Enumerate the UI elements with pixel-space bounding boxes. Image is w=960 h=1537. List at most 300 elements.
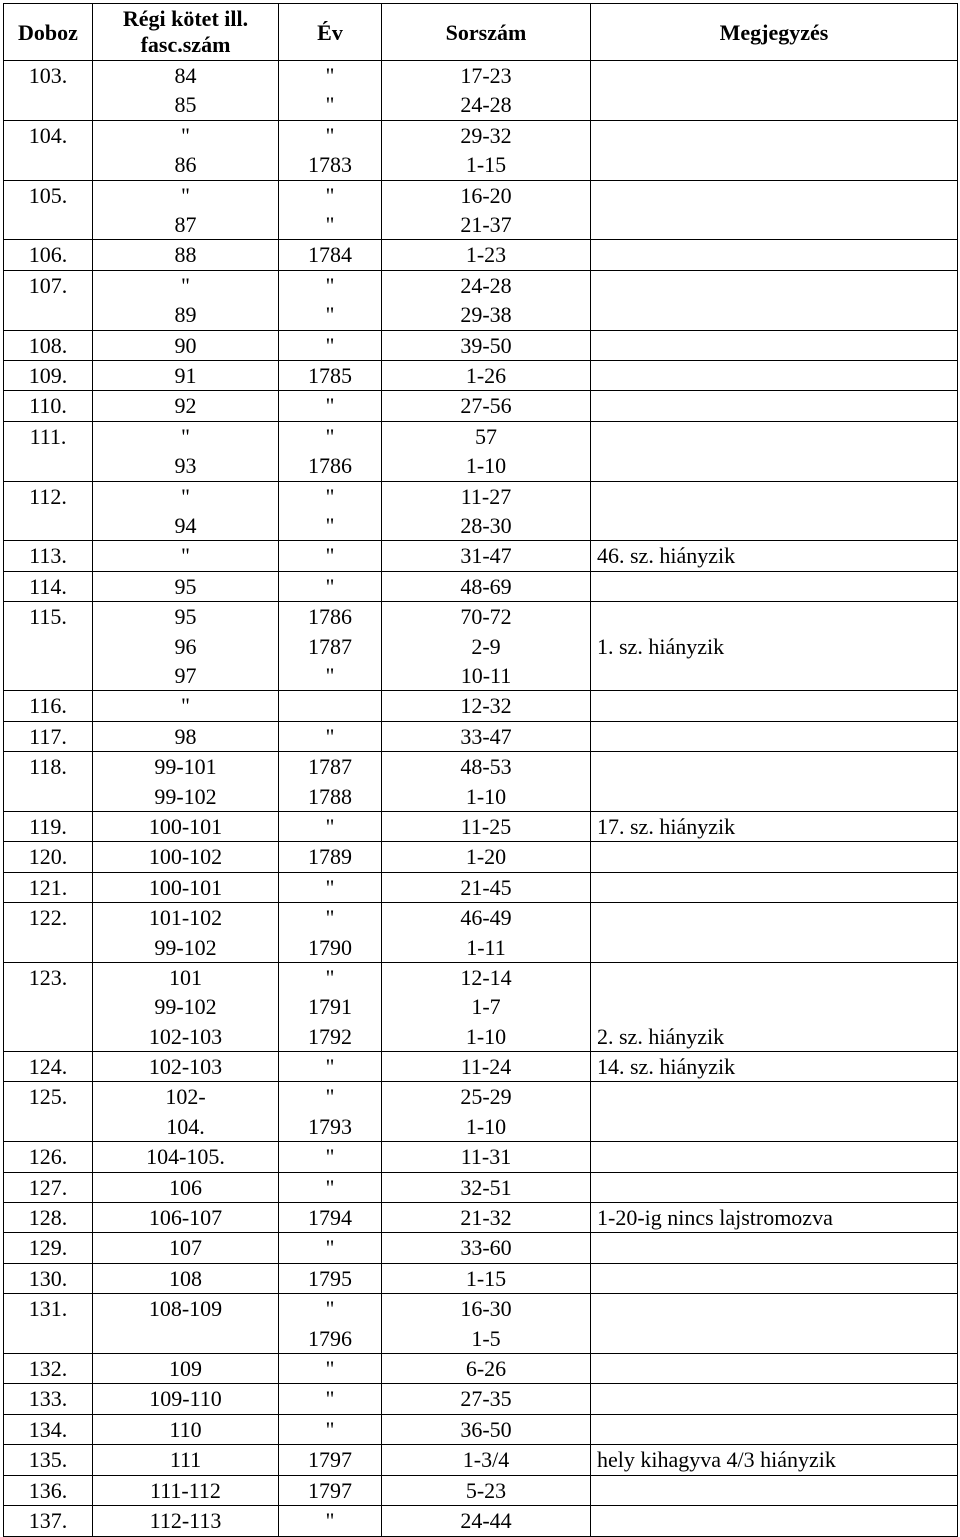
cell-line: 6-26 [465,1356,507,1382]
cell-regi [93,541,279,571]
cell-megjegyzes [591,270,958,330]
cell-regi [93,1354,279,1384]
cell-line: 21-32 [460,1205,512,1231]
cell-line: 100-102 [148,844,223,870]
cell-doboz: 137. [4,1506,93,1536]
table-row [4,872,958,902]
cell-regi [93,752,279,812]
cell-line: 5-23 [465,1477,507,1503]
cell-line: " [325,1386,335,1412]
cell-line: 1795 [308,1265,352,1291]
cell-line: " [325,1054,335,1080]
cell-line: 1-3/4 [462,1447,510,1473]
cell-ev [279,330,382,360]
cell-line: 1796 [308,1325,352,1351]
cell-line: 1791 [308,994,352,1020]
cell-doboz: 109. [4,360,93,390]
cell-ev [279,752,382,812]
cell-ev [279,1294,382,1354]
cell-doboz: 119. [4,811,93,841]
cell-ev [279,1384,382,1414]
cell-regi [93,270,279,330]
cell-ev [279,1203,382,1233]
cell-megjegyzes [591,1384,958,1414]
cell-line: 33-47 [460,723,512,749]
cell-line: 109 [169,1356,202,1382]
cell-line: 104-105. [146,1144,225,1170]
archive-inventory-table [3,3,958,1537]
cell-sorszam [382,1384,591,1414]
cell-line: 1-20 [465,844,507,870]
cell-line: 1789 [308,844,352,870]
cell-line: " [325,1235,335,1261]
cell-megjegyzes [591,421,958,481]
cell-line: 96 [174,633,197,659]
cell-line: 88 [174,242,197,268]
cell-line [93,1324,278,1353]
cell-line: " [325,573,335,599]
cell-regi [93,481,279,541]
table-row [4,571,958,601]
cell-sorszam [382,120,591,180]
cell-ev [279,1082,382,1142]
cell-line: 10-11 [460,662,512,688]
cell-line: 29-32 [460,122,512,148]
cell-regi [93,360,279,390]
cell-line: 11-31 [460,1144,512,1170]
cell-line: 1-26 [465,362,507,388]
table-row [4,1263,958,1293]
cell-ev [279,1052,382,1082]
cell-regi [93,240,279,270]
cell-ev [279,180,382,240]
cell-line: 1790 [308,934,352,960]
cell-doboz: 120. [4,842,93,872]
cell-megjegyzes: 1-20-ig nincs lajstromozva [591,1203,958,1233]
header-ev: Év [279,4,382,61]
cell-regi [93,1445,279,1475]
cell-line: 102-103 [148,1054,223,1080]
cell-line: 101 [169,964,202,990]
header-megjegyzes: Megjegyzés [591,4,958,61]
cell-sorszam [382,752,591,812]
cell-line: " [325,1174,335,1200]
cell-megjegyzes: 14. sz. hiányzik [591,1052,958,1082]
cell-ev [279,270,382,330]
cell-sorszam [382,1052,591,1082]
cell-doboz: 135. [4,1445,93,1475]
cell-line: " [325,182,335,208]
table-row [4,391,958,421]
cell-regi [93,1475,279,1505]
cell-line: " [325,122,335,148]
cell-regi [93,1294,279,1354]
cell-sorszam [382,61,591,121]
table-row [4,962,958,1051]
cell-megjegyzes [591,1354,958,1384]
cell-line: 2-9 [471,633,501,659]
cell-sorszam [382,1445,591,1475]
cell-line: " [325,423,335,449]
cell-regi [93,1142,279,1172]
cell-doboz: 133. [4,1384,93,1414]
cell-megjegyzes [591,691,958,721]
cell-ev [279,1233,382,1263]
cell-line: 21-37 [460,211,512,237]
cell-line: " [325,1416,335,1442]
table-row [4,481,958,541]
table-row [4,421,958,481]
cell-doboz: 112. [4,481,93,541]
cell-line: 24-44 [460,1508,512,1534]
cell-line: 1793 [308,1113,352,1139]
cell-line: 95 [174,573,197,599]
cell-line: 28-30 [460,512,512,538]
table-row [4,330,958,360]
cell-ev [279,1475,382,1505]
cell-line: 87 [174,211,197,237]
cell-line: " [181,543,190,569]
cell-megjegyzes [591,842,958,872]
cell-line: 85 [174,92,197,118]
cell-doboz: 124. [4,1052,93,1082]
table-row [4,61,958,121]
table-row [4,1233,958,1263]
cell-line: " [325,813,335,839]
cell-line: 27-56 [460,393,512,419]
cell-doboz: 114. [4,571,93,601]
cell-line: 97 [174,662,197,688]
cell-doboz: 113. [4,541,93,571]
cell-megjegyzes [591,1475,958,1505]
cell-ev [279,1414,382,1444]
cell-ev [279,1354,382,1384]
cell-line: " [325,723,335,749]
cell-doboz: 107. [4,270,93,330]
cell-ev [279,721,382,751]
cell-line: 1-10 [465,453,507,479]
cell-doboz: 104. [4,120,93,180]
cell-line: 17-23 [460,63,512,88]
cell-sorszam [382,842,591,872]
cell-megjegyzes [591,330,958,360]
cell-sorszam [382,180,591,240]
cell-line: 24-28 [460,272,512,298]
cell-line: 1785 [308,362,352,388]
cell-line: " [325,1296,335,1322]
cell-ev [279,1263,382,1293]
cell-line: 84 [174,63,197,88]
cell-doboz: 117. [4,721,93,751]
cell-sorszam [382,691,591,721]
cell-doboz: 125. [4,1082,93,1142]
cell-megjegyzes [591,1294,958,1354]
cell-line: " [325,905,335,931]
cell-line: " [325,1084,335,1110]
cell-line: 92 [174,393,197,419]
cell-ev [279,1445,382,1475]
cell-doboz: 132. [4,1354,93,1384]
cell-regi [93,721,279,751]
cell-megjegyzes [591,1172,958,1202]
cell-line: 107 [169,1235,202,1261]
cell-sorszam [382,721,591,751]
cell-sorszam [382,270,591,330]
cell-doboz: 136. [4,1475,93,1505]
table-row [4,120,958,180]
cell-line: 1-15 [465,152,507,178]
cell-doboz: 111. [4,421,93,481]
cell-megjegyzes [591,1263,958,1293]
cell-line: " [325,964,335,990]
cell-ev [279,872,382,902]
cell-doboz: 126. [4,1142,93,1172]
cell-line: " [181,483,190,509]
cell-line: 99-101 [154,754,217,780]
cell-doboz: 121. [4,872,93,902]
cell-sorszam [382,330,591,360]
cell-line: 98 [174,723,197,749]
cell-regi [93,330,279,360]
cell-line [279,691,381,720]
cell-line: " [325,483,335,509]
cell-line: 93 [174,453,197,479]
table-row [4,1354,958,1384]
table-row [4,180,958,240]
cell-line: 1788 [308,783,352,809]
cell-ev [279,120,382,180]
table-row [4,1142,958,1172]
cell-regi [93,1203,279,1233]
table-row [4,602,958,691]
cell-line: " [325,63,335,88]
cell-regi [93,1082,279,1142]
cell-line: 112-113 [149,1508,222,1534]
cell-sorszam [382,541,591,571]
cell-megjegyzes [591,61,958,121]
cell-line: 1-5 [471,1325,501,1351]
cell-line: 111-112 [150,1477,221,1503]
cell-sorszam [382,811,591,841]
cell-ev [279,811,382,841]
cell-line: " [325,272,335,298]
table-row [4,721,958,751]
cell-sorszam [382,903,591,963]
table-row [4,1384,958,1414]
cell-line: 1-10 [465,1023,507,1049]
cell-ev [279,61,382,121]
cell-line: 90 [174,332,197,358]
cell-doboz: 131. [4,1294,93,1354]
header-sorszam: Sorszám [382,4,591,61]
cell-line: 108-109 [148,1296,223,1322]
table-row [4,1414,958,1444]
cell-doboz: 123. [4,962,93,1051]
cell-megjegyzes [591,752,958,812]
cell-regi [93,602,279,691]
table-row [4,1082,958,1142]
cell-line: " [325,1508,335,1534]
cell-line: 1792 [308,1023,352,1049]
cell-line: 16-20 [460,182,512,208]
cell-megjegyzes [591,872,958,902]
cell-megjegyzes: 17. sz. hiányzik [591,811,958,841]
cell-regi [93,571,279,601]
cell-regi [93,872,279,902]
cell-line: 1797 [308,1447,352,1473]
cell-megjegyzes [591,391,958,421]
cell-line: 32-51 [460,1174,512,1200]
cell-line: 95 [174,604,197,630]
cell-doboz: 105. [4,180,93,240]
cell-line: " [325,302,335,328]
table-header-row [4,4,958,61]
cell-ev [279,391,382,421]
cell-line: 102- [165,1084,206,1110]
cell-ev [279,903,382,963]
cell-line: " [325,332,335,358]
cell-line: " [325,1144,335,1170]
table-row [4,360,958,390]
cell-line: 11-25 [460,813,512,839]
cell-ev [279,691,382,721]
cell-doboz: 115. [4,602,93,691]
table-row [4,903,958,963]
cell-line: 16-30 [460,1296,512,1322]
table-row [4,1052,958,1082]
cell-line: 29-38 [460,302,512,328]
cell-line: " [181,272,190,298]
cell-regi [93,962,279,1051]
cell-line: 104. [166,1113,205,1139]
cell-megjegyzes [591,240,958,270]
table-row [4,240,958,270]
cell-sorszam [382,962,591,1051]
cell-regi [93,811,279,841]
table-row [4,270,958,330]
cell-line: 99-102 [154,783,217,809]
table-row [4,1203,958,1233]
cell-megjegyzes [591,360,958,390]
cell-line: 48-69 [460,573,512,599]
cell-regi [93,691,279,721]
cell-line: 1783 [308,152,352,178]
cell-megjegyzes [591,1233,958,1263]
cell-line: 70-72 [460,604,512,630]
cell-regi [93,842,279,872]
cell-line: " [325,662,335,688]
cell-sorszam [382,1475,591,1505]
cell-line: 108 [169,1265,202,1291]
cell-line: 1-10 [465,1113,507,1139]
cell-line: 106-107 [148,1205,223,1231]
cell-line: " [181,122,190,148]
header-doboz: Doboz [4,4,93,61]
cell-line: 1-11 [466,934,506,960]
cell-line: 11-24 [460,1054,512,1080]
cell-megjegyzes: 46. sz. hiányzik [591,541,958,571]
cell-sorszam [382,421,591,481]
cell-sorszam [382,240,591,270]
cell-line: 1794 [308,1205,352,1231]
cell-sorszam [382,602,591,691]
cell-megjegyzes [591,1506,958,1536]
cell-doboz: 106. [4,240,93,270]
cell-megjegyzes [591,903,958,963]
cell-sorszam [382,872,591,902]
cell-sorszam [382,481,591,541]
cell-line: 91 [174,362,197,388]
cell-line: 21-45 [460,874,512,900]
cell-ev [279,1142,382,1172]
cell-sorszam [382,360,591,390]
cell-line: 1797 [308,1477,352,1503]
cell-megjegyzes [591,1142,958,1172]
table-row [4,1172,958,1202]
cell-sorszam [382,1354,591,1384]
cell-line: 99-102 [154,994,217,1020]
cell-line: 39-50 [460,332,512,358]
cell-line: 100-101 [148,813,223,839]
cell-line: 94 [174,512,197,538]
cell-line: 36-50 [460,1416,512,1442]
cell-doboz: 130. [4,1263,93,1293]
cell-line: 102-103 [148,1023,223,1049]
cell-ev [279,240,382,270]
cell-line: 106 [169,1174,202,1200]
cell-megjegyzes [591,1414,958,1444]
cell-line: " [325,874,335,900]
cell-sorszam [382,1142,591,1172]
cell-line: 12-32 [460,693,512,719]
cell-regi [93,1263,279,1293]
cell-line: 25-29 [460,1084,512,1110]
cell-line: 46-49 [460,905,512,931]
cell-megjegyzes [591,721,958,751]
cell-ev [279,571,382,601]
cell-regi [93,421,279,481]
cell-doboz: 128. [4,1203,93,1233]
cell-line: 99-102 [154,934,217,960]
cell-ev [279,1172,382,1202]
cell-ev [279,602,382,691]
cell-megjegyzes: 2. sz. hiányzik [591,962,958,1051]
cell-line: 11-27 [460,483,512,509]
cell-regi [93,903,279,963]
cell-line: 1-15 [465,1265,507,1291]
cell-sorszam [382,1506,591,1536]
cell-sorszam [382,1233,591,1263]
cell-ev [279,360,382,390]
table-row [4,1294,958,1354]
cell-regi [93,61,279,121]
cell-megjegyzes [591,481,958,541]
cell-ev [279,962,382,1051]
cell-ev [279,1506,382,1536]
table-row [4,1445,958,1475]
cell-megjegyzes [591,120,958,180]
cell-sorszam [382,1082,591,1142]
cell-sorszam [382,571,591,601]
cell-line: 109-110 [149,1386,222,1412]
table-row [4,842,958,872]
cell-line: 1-23 [465,242,507,268]
cell-megjegyzes [591,180,958,240]
cell-megjegyzes [591,1082,958,1142]
cell-line: 1787 [308,633,352,659]
cell-line: " [325,393,335,419]
cell-line: 101-102 [148,905,223,931]
